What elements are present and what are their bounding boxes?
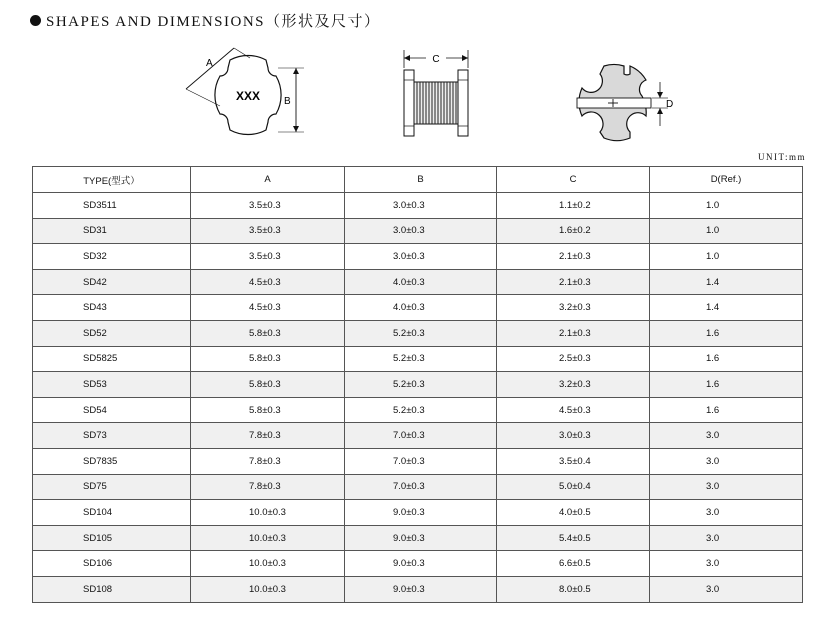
cell-b: 4.0±0.3 bbox=[345, 295, 497, 321]
cell-c: 1.1±0.2 bbox=[497, 193, 650, 219]
cell-a: 4.5±0.3 bbox=[191, 295, 345, 321]
cell-type: SD7835 bbox=[33, 448, 191, 474]
cell-d: 1.4 bbox=[650, 269, 803, 295]
cell-type: SD32 bbox=[33, 244, 191, 270]
table-row bbox=[33, 448, 803, 474]
cell-a: 7.8±0.3 bbox=[191, 423, 345, 449]
cell-c: 3.2±0.3 bbox=[497, 295, 650, 321]
cell-d: 3.0 bbox=[650, 474, 803, 500]
cell-type: SD3511 bbox=[33, 193, 191, 219]
cell-b: 7.0±0.3 bbox=[345, 448, 497, 474]
label-c: C bbox=[432, 54, 440, 65]
cell-b: 7.0±0.3 bbox=[345, 474, 497, 500]
table-body bbox=[33, 193, 803, 603]
cell-type: SD54 bbox=[33, 397, 191, 423]
table-row bbox=[33, 269, 803, 295]
cell-a: 4.5±0.3 bbox=[191, 269, 345, 295]
side-view-figure bbox=[396, 44, 476, 144]
cell-b: 5.2±0.3 bbox=[345, 320, 497, 346]
cell-type: SD31 bbox=[33, 218, 191, 244]
cell-c: 3.2±0.3 bbox=[497, 372, 650, 398]
cell-c: 8.0±0.5 bbox=[497, 576, 650, 602]
cell-a: 10.0±0.3 bbox=[191, 551, 345, 577]
cell-c: 3.5±0.4 bbox=[497, 448, 650, 474]
table-row bbox=[33, 295, 803, 321]
table-row bbox=[33, 320, 803, 346]
cell-type: SD52 bbox=[33, 320, 191, 346]
cell-a: 7.8±0.3 bbox=[191, 448, 345, 474]
cell-type: SD43 bbox=[33, 295, 191, 321]
table-row bbox=[33, 244, 803, 270]
cell-b: 5.2±0.3 bbox=[345, 372, 497, 398]
cell-b: 3.0±0.3 bbox=[345, 218, 497, 244]
cell-type: SD105 bbox=[33, 525, 191, 551]
cell-d: 3.0 bbox=[650, 448, 803, 474]
cell-b: 9.0±0.3 bbox=[345, 525, 497, 551]
cell-d: 3.0 bbox=[650, 576, 803, 602]
header-b: B bbox=[345, 167, 497, 193]
section-title: SHAPES AND DIMENSIONS（形状及尺寸） bbox=[46, 13, 381, 30]
cell-d: 3.0 bbox=[650, 551, 803, 577]
cell-a: 5.8±0.3 bbox=[191, 346, 345, 372]
cell-type: SD73 bbox=[33, 423, 191, 449]
cell-type: SD75 bbox=[33, 474, 191, 500]
cell-d: 1.6 bbox=[650, 346, 803, 372]
table-row bbox=[33, 500, 803, 526]
cell-d: 1.0 bbox=[650, 244, 803, 270]
header-type: TYPE(型式） bbox=[33, 167, 191, 193]
table-header-row bbox=[33, 167, 803, 193]
table-row bbox=[33, 551, 803, 577]
top-view-mark: XXX bbox=[235, 89, 261, 103]
top-view-figure bbox=[180, 44, 310, 144]
table-row bbox=[33, 423, 803, 449]
cell-d: 3.0 bbox=[650, 423, 803, 449]
cell-type: SD53 bbox=[33, 372, 191, 398]
cell-type: SD104 bbox=[33, 500, 191, 526]
cell-b: 4.0±0.3 bbox=[345, 269, 497, 295]
cell-d: 1.4 bbox=[650, 295, 803, 321]
cell-b: 3.0±0.3 bbox=[345, 193, 497, 219]
cell-type: SD108 bbox=[33, 576, 191, 602]
cell-type: SD106 bbox=[33, 551, 191, 577]
cell-d: 3.0 bbox=[650, 500, 803, 526]
label-d: D bbox=[666, 99, 674, 110]
dimensions-table bbox=[32, 166, 803, 603]
section-heading bbox=[30, 10, 381, 30]
cell-b: 5.2±0.3 bbox=[345, 397, 497, 423]
cell-d: 1.6 bbox=[650, 320, 803, 346]
cell-b: 7.0±0.3 bbox=[345, 423, 497, 449]
cell-c: 4.5±0.3 bbox=[497, 397, 650, 423]
cell-d: 1.0 bbox=[650, 218, 803, 244]
cell-a: 10.0±0.3 bbox=[191, 500, 345, 526]
cell-type: SD42 bbox=[33, 269, 191, 295]
cell-c: 3.0±0.3 bbox=[497, 423, 650, 449]
table-row bbox=[33, 474, 803, 500]
cell-b: 3.0±0.3 bbox=[345, 244, 497, 270]
cell-a: 3.5±0.3 bbox=[191, 193, 345, 219]
cell-b: 9.0±0.3 bbox=[345, 500, 497, 526]
label-b: B bbox=[284, 96, 291, 107]
cell-a: 10.0±0.3 bbox=[191, 525, 345, 551]
table-row bbox=[33, 193, 803, 219]
cell-b: 5.2±0.3 bbox=[345, 346, 497, 372]
table-row bbox=[33, 346, 803, 372]
cell-c: 2.5±0.3 bbox=[497, 346, 650, 372]
cell-c: 1.6±0.2 bbox=[497, 218, 650, 244]
cell-a: 5.8±0.3 bbox=[191, 320, 345, 346]
cell-d: 3.0 bbox=[650, 525, 803, 551]
cell-a: 5.8±0.3 bbox=[191, 397, 345, 423]
table-row bbox=[33, 525, 803, 551]
cell-a: 7.8±0.3 bbox=[191, 474, 345, 500]
cell-a: 10.0±0.3 bbox=[191, 576, 345, 602]
cell-d: 1.0 bbox=[650, 193, 803, 219]
cell-type: SD5825 bbox=[33, 346, 191, 372]
table-row bbox=[33, 397, 803, 423]
header-a: A bbox=[191, 167, 345, 193]
cell-c: 5.0±0.4 bbox=[497, 474, 650, 500]
cell-d: 1.6 bbox=[650, 372, 803, 398]
header-d: D(Ref.) bbox=[650, 167, 803, 193]
cell-c: 5.4±0.5 bbox=[497, 525, 650, 551]
table-row bbox=[33, 218, 803, 244]
label-a: A bbox=[206, 58, 213, 69]
cell-c: 6.6±0.5 bbox=[497, 551, 650, 577]
cell-c: 2.1±0.3 bbox=[497, 269, 650, 295]
cell-b: 9.0±0.3 bbox=[345, 551, 497, 577]
cell-a: 3.5±0.3 bbox=[191, 218, 345, 244]
cell-c: 2.1±0.3 bbox=[497, 320, 650, 346]
bottom-view-figure bbox=[572, 60, 682, 150]
cell-a: 3.5±0.3 bbox=[191, 244, 345, 270]
table-row bbox=[33, 576, 803, 602]
table-row bbox=[33, 372, 803, 398]
cell-d: 1.6 bbox=[650, 397, 803, 423]
bullet-icon bbox=[30, 15, 41, 26]
cell-a: 5.8±0.3 bbox=[191, 372, 345, 398]
header-c: C bbox=[497, 167, 650, 193]
cell-b: 9.0±0.3 bbox=[345, 576, 497, 602]
unit-label: UNIT:mm bbox=[757, 152, 806, 162]
cell-c: 4.0±0.5 bbox=[497, 500, 650, 526]
cell-c: 2.1±0.3 bbox=[497, 244, 650, 270]
